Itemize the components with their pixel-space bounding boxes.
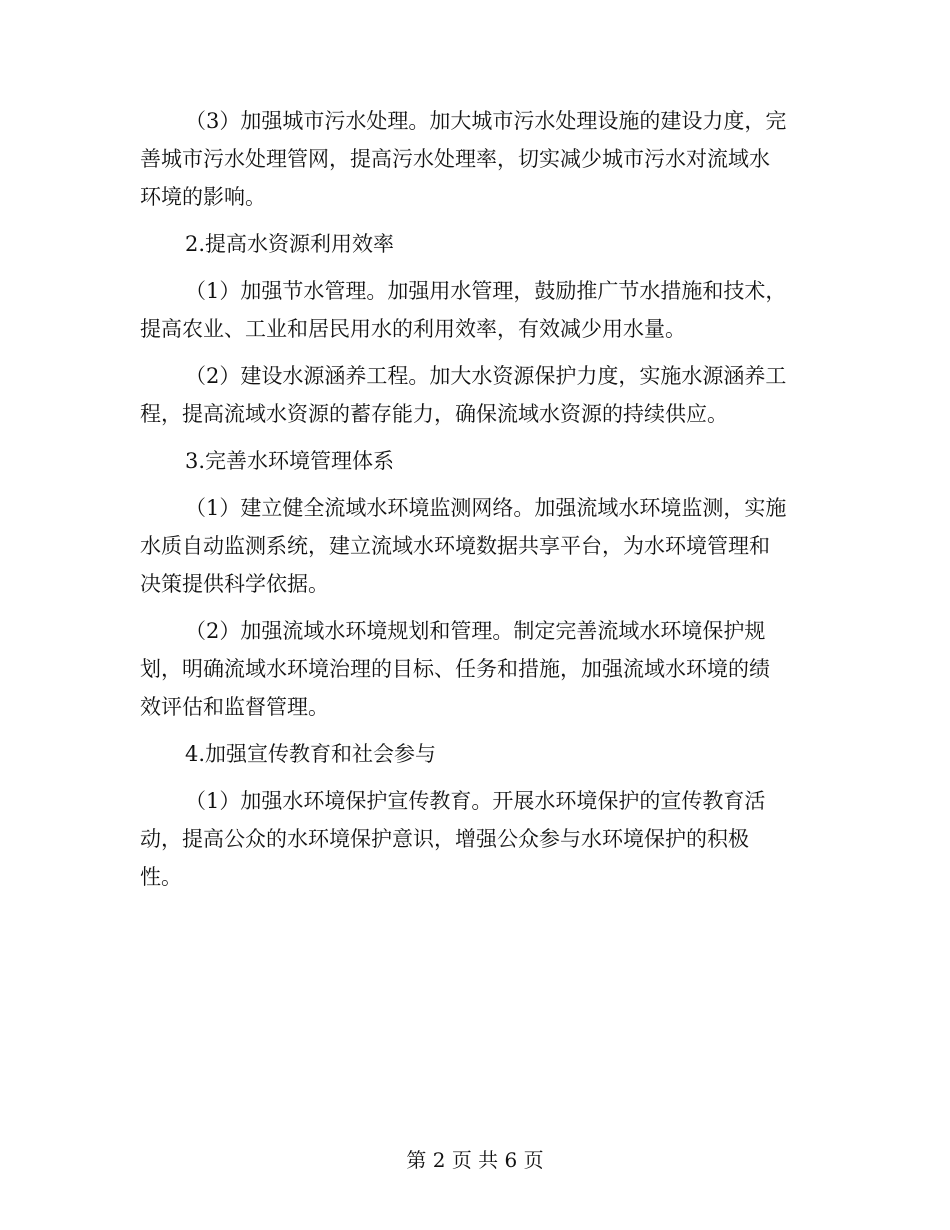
- paragraph-line: 性。: [140, 865, 182, 889]
- section-heading-publicity: [140, 735, 810, 773]
- paragraph-line: （3）加强城市污水处理。加大城市污水处理设施的建设力度，完: [185, 109, 787, 133]
- paragraph-water-saving: [140, 272, 810, 348]
- paragraph-line: 效评估和监督管理。: [140, 695, 329, 719]
- paragraph-planning-management: [140, 612, 810, 726]
- paragraph-line: 划，明确流域水环境治理的目标、任务和措施，加强流域水环境的绩: [140, 657, 770, 681]
- paragraph-urban-sewage: [140, 102, 810, 216]
- paragraph-line: 程，提高流域水资源的蓄存能力，确保流域水资源的持续供应。: [140, 402, 728, 426]
- paragraph-line: 善城市污水处理管网，提高污水处理率，切实减少城市污水对流域水: [140, 147, 770, 171]
- document-body: [140, 102, 810, 905]
- page-number-footer: 第 2 页 共 6 页: [406, 1148, 544, 1172]
- paragraph-line: （2）加强流域水环境规划和管理。制定完善流域水环境保护规: [185, 619, 766, 643]
- section-heading-management-system: [140, 442, 810, 480]
- paragraph-line: （1）加强节水管理。加强用水管理，鼓励推广节水措施和技术，: [185, 279, 787, 303]
- paragraph-line: 水质自动监测系统，建立流域水环境数据共享平台，为水环境管理和: [140, 534, 770, 558]
- paragraph-line: 动，提高公众的水环境保护意识，增强公众参与水环境保护的积极: [140, 827, 749, 851]
- paragraph-line: （2）建设水源涵养工程。加大水资源保护力度，实施水源涵养工: [185, 364, 787, 388]
- section-heading-water-efficiency: [140, 225, 810, 263]
- paragraph-line: 决策提供科学依据。: [140, 572, 329, 596]
- section-heading: 2.提高水资源利用效率: [185, 232, 395, 256]
- paragraph-line: 提高农业、工业和居民用水的利用效率，有效减少用水量。: [140, 317, 686, 341]
- paragraph-water-conservation: [140, 357, 810, 433]
- section-heading: 4.加强宣传教育和社会参与: [185, 742, 437, 766]
- section-heading: 3.完善水环境管理体系: [185, 449, 395, 473]
- paragraph-line: （1）加强水环境保护宣传教育。开展水环境保护的宣传教育活: [185, 789, 766, 813]
- paragraph-line: 环境的影响。: [140, 185, 266, 209]
- paragraph-monitoring-network: [140, 489, 810, 603]
- paragraph-publicity-education: [140, 782, 810, 896]
- paragraph-line: （1）建立健全流域水环境监测网络。加强流域水环境监测，实施: [185, 496, 787, 520]
